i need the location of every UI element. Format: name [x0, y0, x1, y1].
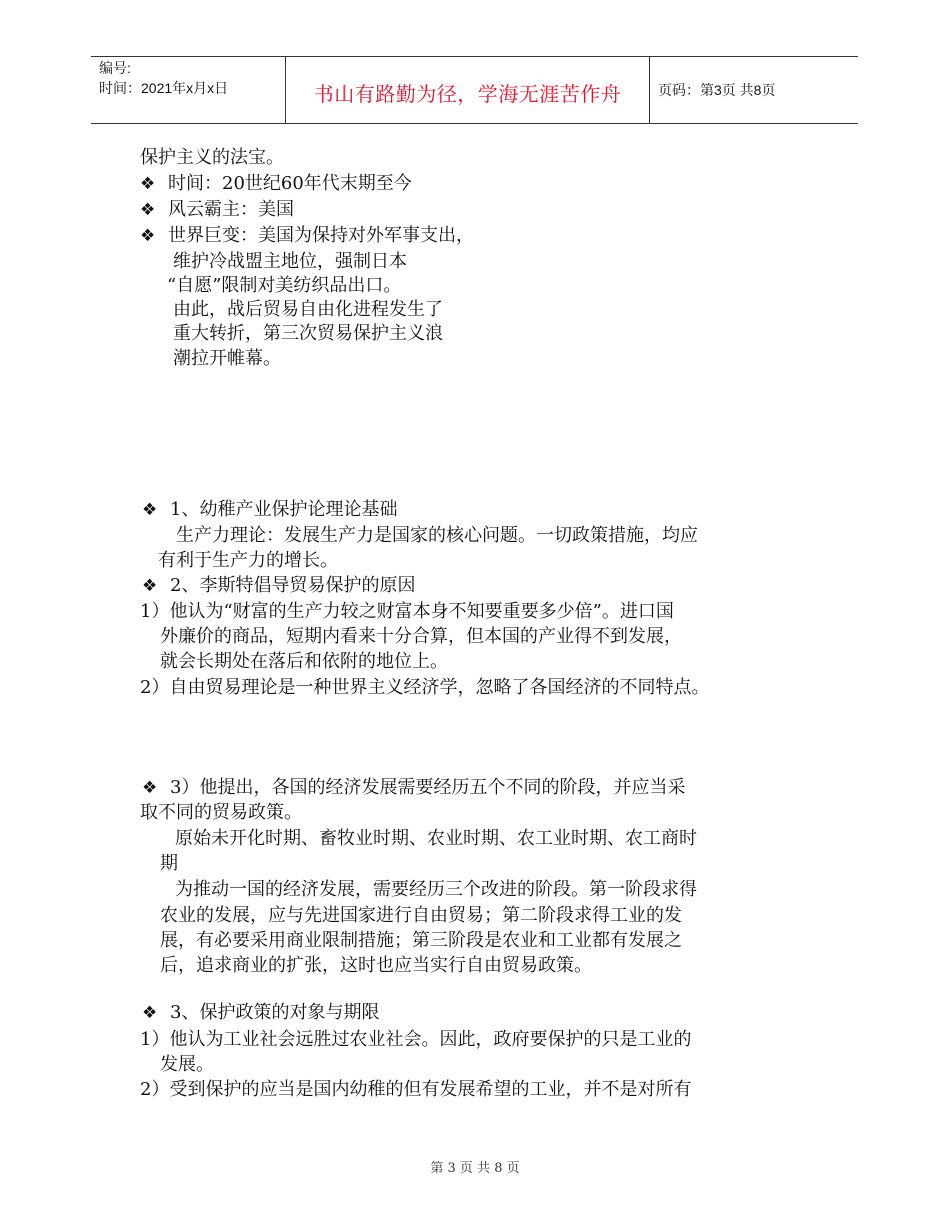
text-line: 期: [160, 853, 178, 874]
diamond-bullet-icon: ❖: [142, 778, 158, 798]
text-line: 就会长期处在落后和依附的地位上。: [160, 651, 448, 672]
header-info-cell: [91, 57, 286, 123]
text-line: 2）自由贸易理论是一种世界主义经济学，忽略了各国经济的不同特点。: [140, 677, 710, 698]
text-line: 为推动一国的经济发展，需要经历三个改进的阶段。第一阶段求得: [175, 879, 697, 900]
text-line: 生产力理论：发展生产力是国家的核心问题。一切政策措施，均应: [176, 525, 698, 546]
text-line: 发展。: [160, 1054, 214, 1075]
text-line: 外廉价的商品，短期内看来十分合算，但本国的产业得不到发展，: [160, 626, 682, 647]
text-line: 1）他认为“财富的生产力较之财富本身不知要重要多少倍”。进口国: [140, 601, 674, 622]
list-item-text: 3）他提出，各国的经济发展需要经历五个不同的阶段，并应当采: [170, 777, 686, 798]
list-item: [142, 498, 397, 522]
section-heading: 3、保护政策的对象与期限: [170, 1002, 380, 1023]
list-item: [142, 1001, 379, 1025]
text-line: “自愿”限制对美纺织品出口。: [167, 275, 402, 296]
text-line: 潮拉开帷幕。: [173, 348, 281, 369]
diamond-bullet-icon: ❖: [140, 174, 156, 194]
diamond-bullet-icon: ❖: [142, 576, 158, 596]
text-line: 1）他认为工业社会远胜过农业社会。因此，政府要保护的只是工业的: [140, 1029, 692, 1050]
diamond-bullet-icon: ❖: [140, 226, 156, 246]
text-line: 维护冷战盟主地位，强制日本: [173, 251, 407, 272]
diamond-bullet-icon: ❖: [140, 200, 156, 220]
page-indicator: 页码：第3页 共8页: [658, 82, 776, 98]
list-item: [142, 574, 415, 598]
text-line: 重大转折，第三次贸易保护主义浪: [173, 323, 443, 344]
text-line: 保护主义的法宝。: [140, 147, 284, 168]
diamond-bullet-icon: ❖: [142, 1003, 158, 1023]
page-header: [91, 56, 858, 124]
text-line: 由此，战后贸易自由化进程发生了: [173, 299, 443, 320]
text-line: 取不同的贸易政策。: [140, 802, 302, 823]
list-item: [140, 224, 474, 248]
section-heading: 2、李斯特倡导贸易保护的原因: [170, 575, 416, 596]
text-line: 原始未开化时期、畜牧业时期、农业时期、农工业时期、农工商时: [175, 828, 697, 849]
number-label: 编号:: [99, 60, 131, 76]
text-line: 后，追求商业的扩张，这时也应当实行自由贸易政策。: [160, 955, 592, 976]
list-item: [140, 198, 294, 222]
text-line: 展，有必要采用商业限制措施；第三阶段是农业和工业都有发展之: [160, 930, 682, 951]
text-line: 2）受到保护的应当是国内幼稚的但有发展希望的工业，并不是对所有: [140, 1079, 692, 1100]
text-line: 有利于生产力的增长。: [158, 550, 338, 571]
list-item-text: 世界巨变：美国为保持对外军事支出，: [168, 225, 474, 246]
diamond-bullet-icon: ❖: [142, 500, 158, 520]
page-footer: 第 3 页 共 8 页: [430, 1161, 520, 1176]
text-line: 农业的发展，应与先进国家进行自由贸易；第二阶段求得工业的发: [160, 905, 682, 926]
list-item: [142, 776, 685, 800]
header-page-cell: [650, 57, 858, 123]
time-label: 时间：2021年x月x日: [99, 80, 229, 96]
list-item-text: 风云霸主：美国: [168, 199, 294, 220]
header-motto: 书山有路勤为径，学海无涯苦作舟: [313, 82, 622, 106]
list-item: [140, 172, 412, 196]
list-item-text: 时间：20世纪60年代末期至今: [168, 173, 412, 194]
header-motto-cell: [286, 57, 650, 123]
section-heading: 1、幼稚产业保护论理论基础: [170, 499, 398, 520]
